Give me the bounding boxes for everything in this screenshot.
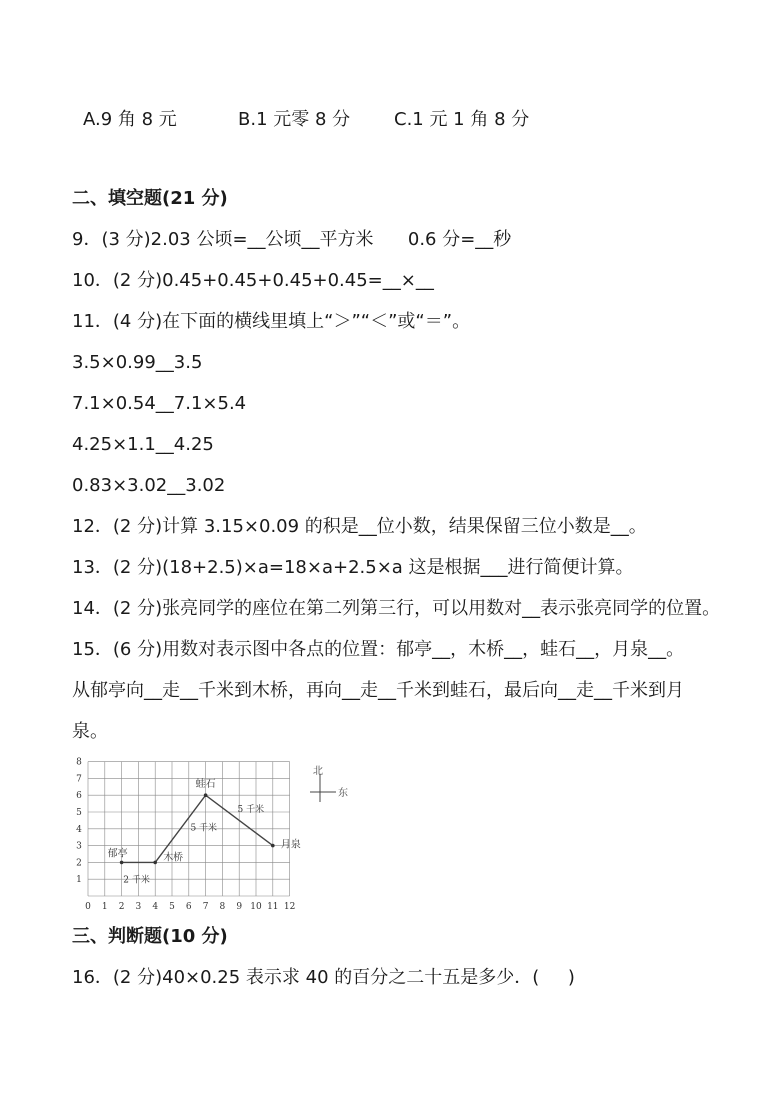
x-tick-label: 0 bbox=[85, 902, 91, 912]
y-tick-label: 7 bbox=[76, 774, 82, 785]
section-fill-blank-title: 二、填空题(21 分) bbox=[72, 188, 228, 209]
option-b: B.1 元零 8 分 bbox=[238, 109, 351, 130]
question-11-item: 4.25×1.1__4.25 bbox=[72, 434, 214, 455]
question-11-item: 7.1×0.54__7.1×5.4 bbox=[72, 393, 247, 414]
y-tick-label: 2 bbox=[76, 858, 82, 869]
x-tick-label: 1 bbox=[101, 902, 108, 912]
compass-north-label: 北 bbox=[313, 766, 323, 777]
x-tick-label: 11 bbox=[267, 902, 279, 912]
y-tick-labels bbox=[76, 758, 82, 886]
route-points bbox=[108, 777, 301, 864]
section-judge-title: 三、判断题(10 分) bbox=[72, 926, 228, 947]
route-point bbox=[271, 844, 275, 848]
y-tick-label: 8 bbox=[76, 757, 82, 768]
grid-lines bbox=[88, 762, 290, 896]
question-11-item: 3.5×0.99__3.5 bbox=[72, 352, 203, 373]
x-tick-label: 9 bbox=[236, 902, 243, 912]
question-15-line2: 从郁亭向__走__千米到木桥，再向__走__千米到蛙石，最后向__走__千米到月 bbox=[72, 680, 684, 701]
segment-labels bbox=[123, 803, 264, 886]
x-tick-label: 3 bbox=[135, 902, 142, 912]
y-tick-label: 5 bbox=[76, 808, 82, 818]
question-10: 10．(2 分)0.45+0.45+0.45+0.45=__×__ bbox=[72, 270, 434, 291]
y-tick-label: 1 bbox=[76, 875, 82, 886]
question-11-stem: 11．(4 分)在下面的横线里填上“＞”“＜”或“＝”。 bbox=[72, 311, 471, 332]
question-16: 16．(2 分)40×0.25 表示求 40 的百分之二十五是多少．( ) bbox=[72, 967, 575, 988]
option-a: A.9 角 8 元 bbox=[83, 109, 177, 130]
x-tick-label: 7 bbox=[202, 902, 209, 912]
route-point-label: 郁亭 bbox=[107, 848, 128, 860]
x-tick-labels bbox=[85, 902, 295, 912]
x-tick-label: 6 bbox=[185, 902, 192, 912]
segment-label: 2 千米 bbox=[123, 875, 150, 886]
segment-label: 5 千米 bbox=[237, 805, 265, 815]
question-12: 12．(2 分)计算 3.15×0.09 的积是__位小数，结果保留三位小数是__。 bbox=[72, 516, 647, 537]
segment-label: 5 千米 bbox=[190, 823, 218, 834]
route-point bbox=[120, 861, 124, 865]
question-9: 9．(3 分)2.03 公顷=__公顷__平方米 0.6 分=__秒 bbox=[72, 229, 512, 250]
route-point-label: 木桥 bbox=[163, 852, 184, 864]
x-tick-label: 4 bbox=[152, 902, 159, 912]
route-point bbox=[204, 793, 208, 797]
x-tick-label: 5 bbox=[169, 902, 175, 912]
option-c: C.1 元 1 角 8 分 bbox=[394, 109, 530, 130]
compass-icon bbox=[300, 762, 360, 812]
x-tick-label: 10 bbox=[250, 902, 262, 912]
question-15-line1: 15．(6 分)用数对表示图中各点的位置：郁亭__，木桥__，蛙石__，月泉__。 bbox=[72, 639, 685, 660]
route-point-label: 月泉 bbox=[280, 839, 301, 851]
x-tick-label: 8 bbox=[219, 902, 226, 912]
y-tick-label: 6 bbox=[76, 791, 82, 802]
question-15-line3: 泉。 bbox=[72, 721, 108, 742]
route-point bbox=[153, 861, 157, 865]
question-13: 13．(2 分)(18+2.5)×a=18×a+2.5×a 这是根据___进行简便计算。 bbox=[72, 557, 634, 578]
question-11-item: 0.83×3.02__3.02 bbox=[72, 475, 226, 496]
x-tick-label: 2 bbox=[118, 902, 125, 912]
route-point-label: 蛙石 bbox=[195, 779, 216, 791]
question-14: 14．(2 分)张亮同学的座位在第二列第三行，可以用数对__表示张亮同学的位置。 bbox=[72, 598, 721, 619]
y-tick-label: 4 bbox=[76, 824, 82, 835]
y-tick-label: 3 bbox=[76, 841, 82, 852]
compass-east-label: 东 bbox=[338, 788, 348, 799]
x-tick-label: 12 bbox=[283, 902, 296, 912]
